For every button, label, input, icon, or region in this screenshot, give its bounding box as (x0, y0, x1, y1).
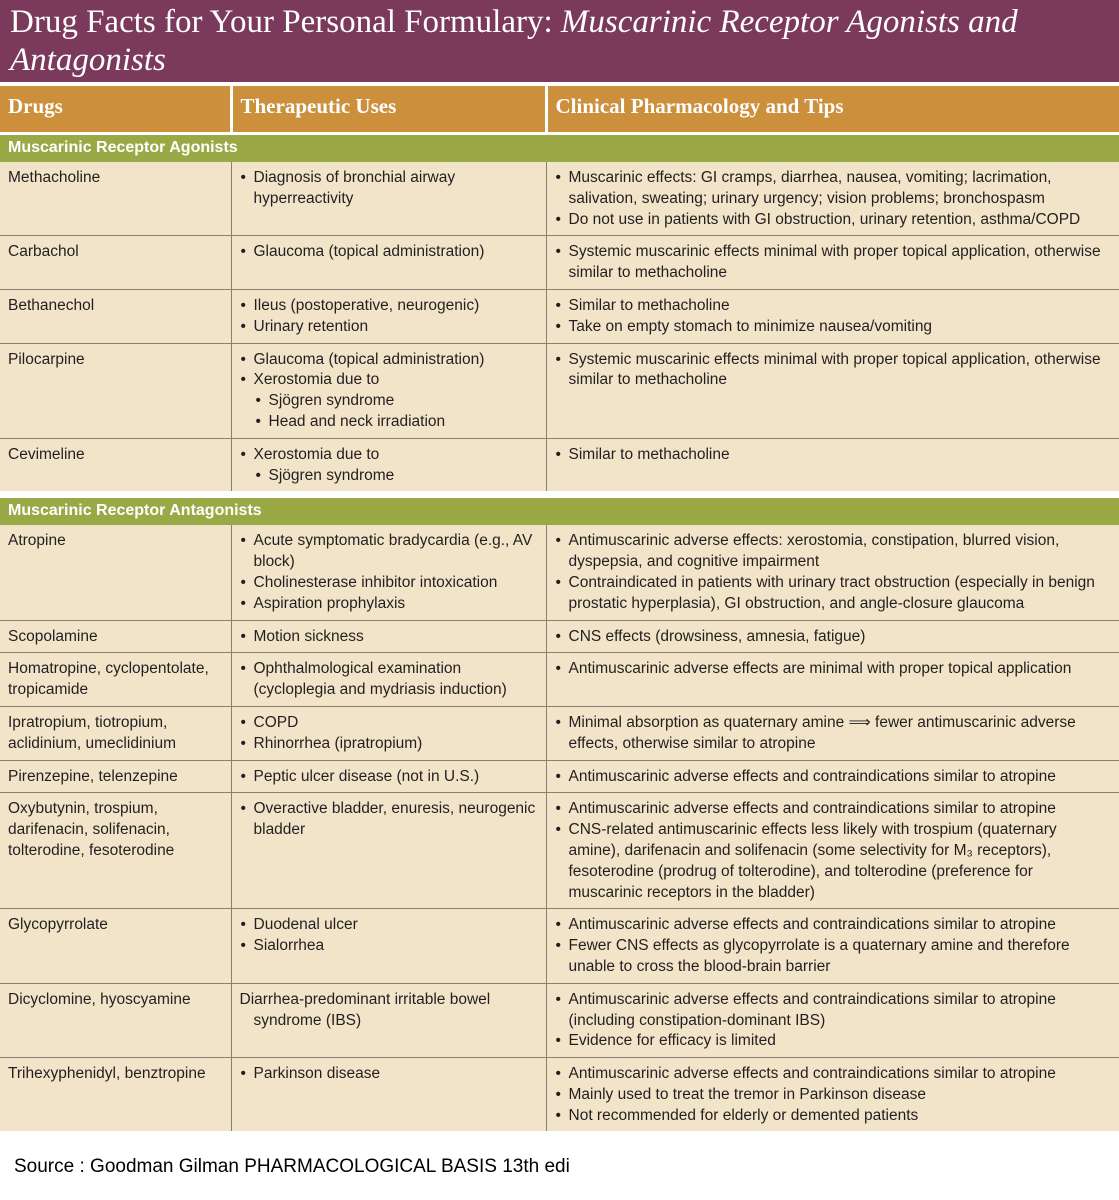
therapeutic-uses (231, 653, 546, 707)
table-row (0, 438, 1119, 491)
list-item: • Antimuscarinic adverse effects and contraindications similar to atropine (555, 915, 1112, 936)
list-item: • Sialorrhea (240, 936, 538, 957)
list-item: • COPD (240, 713, 538, 734)
list-item: • Similar to methacholine (555, 296, 1112, 317)
therapeutic-uses (231, 438, 546, 491)
tips-list (555, 531, 1112, 614)
clinical-tips (546, 760, 1119, 793)
therapeutic-uses (231, 909, 546, 983)
list-item: • CNS-related antimuscarinic effects less likely with trospium (quaternary amine), darifenacin and solifenacin (some selectivity for M₃ receptors), fesoterodine (prodrug of tolterodine), and tolterodine (preference for muscarinic receptors in the bladder) (555, 820, 1112, 903)
table-row (0, 760, 1119, 793)
list-item: • Overactive bladder, enuresis, neurogenic bladder (240, 799, 538, 841)
list-item: • Antimuscarinic adverse effects and contraindications similar to atropine (555, 1064, 1112, 1085)
table-row (0, 343, 1119, 438)
drug-name: Cevimeline (0, 438, 231, 491)
section-title: Muscarinic Receptor Agonists (0, 134, 1119, 163)
table-row (0, 1058, 1119, 1132)
table-row (0, 706, 1119, 760)
drug-name: Glycopyrrolate (0, 909, 231, 983)
therapeutic-uses (231, 289, 546, 343)
table-row (0, 983, 1119, 1057)
table-row (0, 525, 1119, 620)
list-item: • Antimuscarinic adverse effects and contraindications similar to atropine (including constipation-dominant IBS) (555, 990, 1112, 1032)
clinical-tips (546, 289, 1119, 343)
clinical-tips (546, 343, 1119, 438)
drug-name: Methacholine (0, 162, 231, 236)
tips-list (555, 445, 1112, 466)
list-item: • Sjögren syndrome (240, 466, 538, 487)
drug-name: Dicyclomine, hyoscyamine (0, 983, 231, 1057)
section-title: Muscarinic Receptor Antagonists (0, 497, 1119, 526)
list-item: • Sjögren syndrome (240, 391, 538, 412)
clinical-tips (546, 909, 1119, 983)
list-item: • Mainly used to treat the tremor in Parkinson disease (555, 1085, 1112, 1106)
therapeutic-uses (231, 793, 546, 909)
table-row (0, 793, 1119, 909)
list-item: • Motion sickness (240, 627, 538, 648)
list-item: • Muscarinic effects: GI cramps, diarrhea, nausea, vomiting; lacrimation, salivation, sweating; urinary urgency; vision problems; bronchospasm (555, 168, 1112, 210)
list-item: • Evidence for efficacy is limited (555, 1031, 1112, 1052)
list-item: • Fewer CNS effects as glycopyrrolate is a quaternary amine and therefore unable to cross the blood-brain barrier (555, 936, 1112, 978)
tips-list (555, 350, 1112, 392)
clinical-tips (546, 438, 1119, 491)
table-row (0, 653, 1119, 707)
uses-list (240, 531, 538, 614)
header-clinical-pharmacology: Clinical Pharmacology and Tips (546, 86, 1119, 134)
clinical-tips (546, 983, 1119, 1057)
drug-name: Homatropine, cyclopentolate, tropicamide (0, 653, 231, 707)
table-row (0, 909, 1119, 983)
clinical-tips (546, 525, 1119, 620)
table-header-row (0, 86, 1119, 134)
list-item: • Glaucoma (topical administration) (240, 350, 538, 371)
list-item: • Peptic ulcer disease (not in U.S.) (240, 767, 538, 788)
drug-name: Pirenzepine, telenzepine (0, 760, 231, 793)
drug-name: Trihexyphenidyl, benztropine (0, 1058, 231, 1132)
drug-name: Atropine (0, 525, 231, 620)
list-item: • Acute symptomatic bradycardia (e.g., AV block) (240, 531, 538, 573)
drug-name: Bethanechol (0, 289, 231, 343)
section-row-muscarinic-receptor-agonists (0, 134, 1119, 163)
tips-list (555, 627, 1112, 648)
list-item: • Ophthalmological examination (cycloplegia and mydriasis induction) (240, 659, 538, 701)
tips-list (555, 659, 1112, 680)
list-item: • Take on empty stomach to minimize nausea/vomiting (555, 317, 1112, 338)
table-row (0, 289, 1119, 343)
list-item: • Antimuscarinic adverse effects and contraindications similar to atropine (555, 767, 1112, 788)
tips-list (555, 296, 1112, 338)
list-item: • Contraindicated in patients with urinary tract obstruction (especially in benign prostatic hyperplasia), GI obstruction, and angle-closure glaucoma (555, 573, 1112, 615)
uses-text: Diarrhea-predominant irritable bowel syndrome (IBS) (239, 990, 491, 1029)
clinical-tips (546, 1058, 1119, 1132)
list-item: • Head and neck irradiation (240, 412, 538, 433)
list-item: • Antimuscarinic adverse effects: xerostomia, constipation, blurred vision, dyspepsia, and cognitive impairment (555, 531, 1112, 573)
list-item: • Cholinesterase inhibitor intoxication (240, 573, 538, 594)
drug-name: Pilocarpine (0, 343, 231, 438)
drug-name: Ipratropium, tiotropium, aclidinium, umeclidinium (0, 706, 231, 760)
title-plain: Drug Facts for Your Personal Formulary: (10, 4, 561, 40)
uses-list (240, 713, 538, 755)
list-item: • Urinary retention (240, 317, 538, 338)
list-item: • Minimal absorption as quaternary amine ⟹ fewer antimuscarinic adverse effects, otherwise similar to atropine (555, 713, 1112, 755)
clinical-tips (546, 236, 1119, 290)
header-therapeutic-uses: Therapeutic Uses (231, 86, 546, 134)
uses-list (240, 627, 538, 648)
tips-list (555, 767, 1112, 788)
uses-list (240, 242, 538, 263)
uses-list (240, 1064, 538, 1085)
list-item: • CNS effects (drowsiness, amnesia, fatigue) (555, 627, 1112, 648)
tips-list (555, 799, 1112, 903)
table-row (0, 236, 1119, 290)
tips-list (555, 242, 1112, 284)
therapeutic-uses (231, 343, 546, 438)
uses-list (240, 659, 538, 701)
tips-list (555, 915, 1112, 977)
list-item: • Do not use in patients with GI obstruction, urinary retention, asthma/COPD (555, 210, 1112, 231)
page-title (0, 0, 1119, 82)
title-italic: Muscarinic Receptor Agonists and Antagonists (10, 4, 1018, 78)
list-item: • Antimuscarinic adverse effects and contraindications similar to atropine (555, 799, 1112, 820)
list-item: • Systemic muscarinic effects minimal with proper topical application, otherwise similar to methacholine (555, 242, 1112, 284)
list-item: • Parkinson disease (240, 1064, 538, 1085)
section-row-muscarinic-receptor-antagonists (0, 497, 1119, 526)
uses-list (240, 445, 538, 487)
uses-list (240, 350, 538, 433)
tips-list (555, 713, 1112, 755)
drug-name: Scopolamine (0, 620, 231, 653)
source-citation: Source : Goodman Gilman PHARMACOLOGICAL BASIS 13th edi (14, 1156, 570, 1177)
list-item: • Systemic muscarinic effects minimal with proper topical application, otherwise similar to methacholine (555, 350, 1112, 392)
clinical-tips (546, 793, 1119, 909)
drug-table-container (0, 86, 1119, 1131)
list-item: • Aspiration prophylaxis (240, 594, 538, 615)
table-row (0, 162, 1119, 236)
drug-name: Oxybutynin, trospium, darifenacin, solifenacin, tolterodine, fesoterodine (0, 793, 231, 909)
header-drugs: Drugs (0, 86, 231, 134)
therapeutic-uses (231, 620, 546, 653)
therapeutic-uses (231, 706, 546, 760)
therapeutic-uses (231, 525, 546, 620)
uses-list (240, 915, 538, 957)
list-item: • Similar to methacholine (555, 445, 1112, 466)
clinical-tips (546, 620, 1119, 653)
clinical-tips (546, 162, 1119, 236)
list-item: • Glaucoma (topical administration) (240, 242, 538, 263)
list-item: • Xerostomia due to (240, 370, 538, 391)
tips-list (555, 1064, 1112, 1126)
list-item: • Diagnosis of bronchial airway hyperreactivity (240, 168, 538, 210)
clinical-tips (546, 706, 1119, 760)
tips-list (555, 168, 1112, 230)
list-item: • Antimuscarinic adverse effects are minimal with proper topical application (555, 659, 1112, 680)
drug-name: Carbachol (0, 236, 231, 290)
list-item: • Rhinorrhea (ipratropium) (240, 734, 538, 755)
table-body (0, 134, 1119, 1132)
therapeutic-uses (231, 162, 546, 236)
clinical-tips (546, 653, 1119, 707)
list-item: • Ileus (postoperative, neurogenic) (240, 296, 538, 317)
list-item: • Duodenal ulcer (240, 915, 538, 936)
therapeutic-uses (231, 760, 546, 793)
table-row (0, 620, 1119, 653)
therapeutic-uses (231, 1058, 546, 1132)
uses-list (240, 296, 538, 338)
list-item: • Not recommended for elderly or demented patients (555, 1106, 1112, 1127)
list-item: • Xerostomia due to (240, 445, 538, 466)
drug-facts-table (0, 86, 1119, 1131)
therapeutic-uses (231, 236, 546, 290)
tips-list (555, 990, 1112, 1052)
uses-list (240, 168, 538, 210)
uses-list (240, 767, 538, 788)
uses-list (240, 799, 538, 841)
therapeutic-uses (231, 983, 546, 1057)
